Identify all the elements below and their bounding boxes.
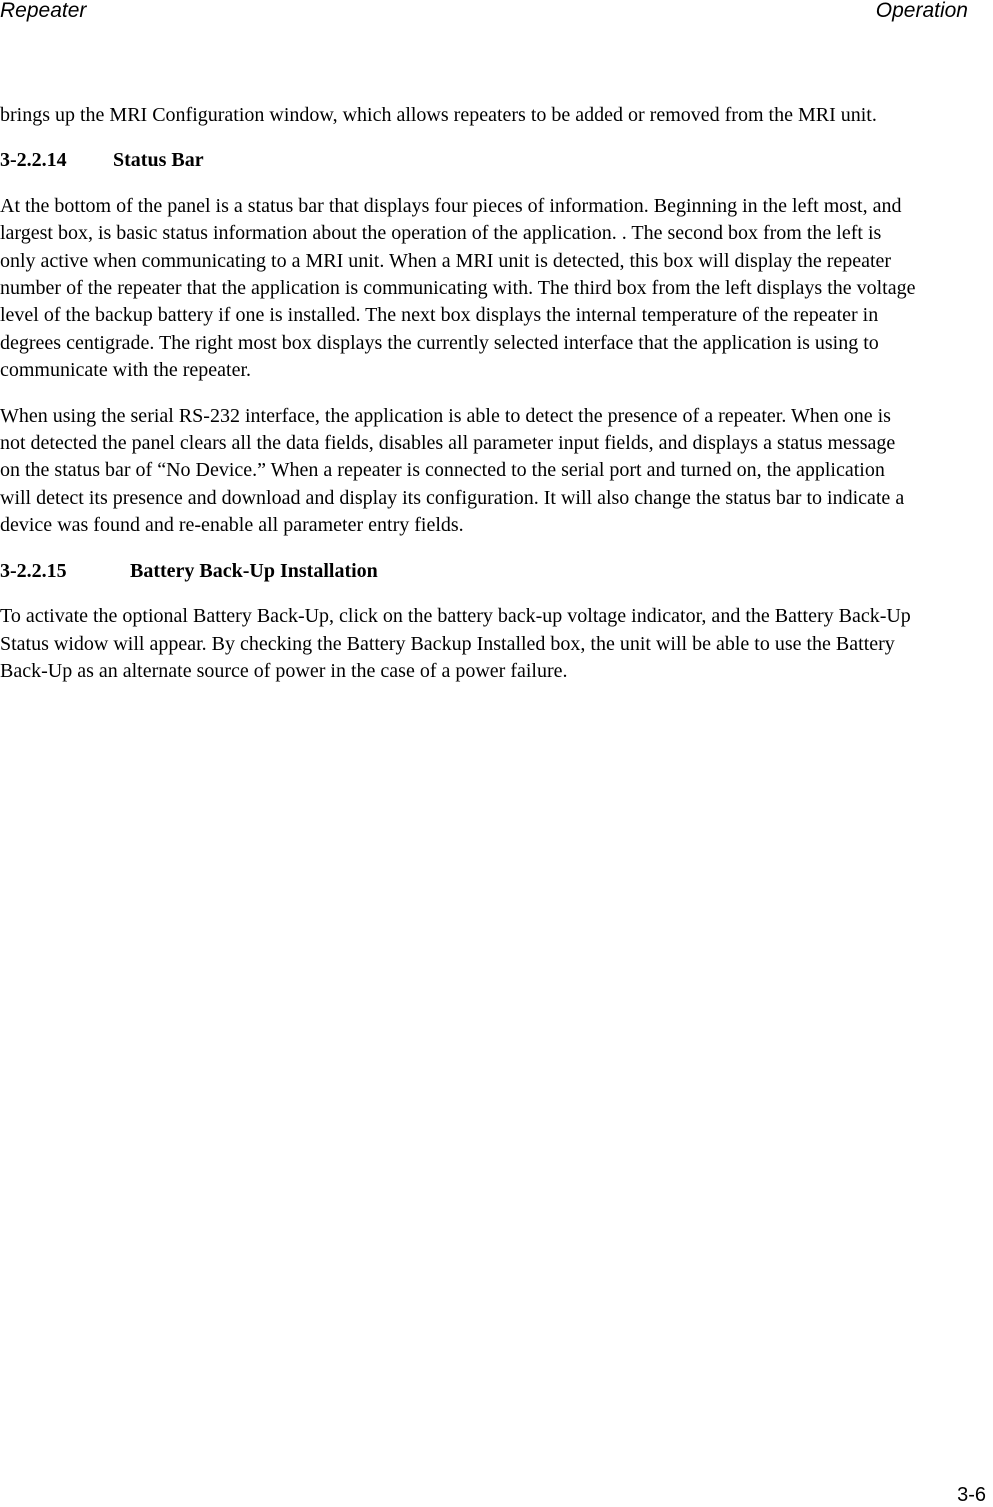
battery-paragraph: To activate the optional Battery Back-Up, click on the battery back-up voltage indicator, and the Battery Back-Up Status widow will appear. By checking the Battery Backup Installed box, the unit will be able to use the Battery Back-Up as an alternate source of power in the case of a power failure.	[0, 605, 911, 682]
page-body	[0, 102, 920, 703]
section-heading-battery	[0, 558, 920, 585]
section-title: Status Bar	[113, 149, 204, 172]
section-heading-status-bar	[0, 147, 920, 174]
intro-paragraph: brings up the MRI Configuration window, which allows repeaters to be added or removed from the MRI unit.	[0, 104, 877, 126]
section-title: Battery Back-Up Installation	[130, 559, 378, 582]
running-header-right: Operation	[875, 0, 968, 22]
section-number: 3-2.2.14	[0, 149, 67, 172]
running-header-left: Repeater	[0, 0, 87, 22]
section-number: 3-2.2.15	[0, 559, 67, 582]
status-bar-paragraph: At the bottom of the panel is a status bar that displays four pieces of information. Beginning in the left most, and largest box, is basic status information about the operation of the application. . The second box from the left is only active when communicating to a MRI unit. When a MRI unit is detected, this box will display the repeater number of the repeater that the application is communicating with. The third box from the left displays the voltage level of the backup battery if one is installed. The next box displays the internal temperature of the repeater in degrees centigrade. The right most box displays the currently selected interface that the application is using to communicate with the repeater.	[0, 194, 916, 382]
rs232-paragraph: When using the serial RS-232 interface, the application is able to detect the presence of a repeater. When one is not detected the panel clears all the data fields, disables all parameter input fields, and displays a status message on the status bar of “No Device.” When a repeater is connected to the serial port and turned on, the application will detect its presence and download and display its configuration. It will also change the status bar to indicate a device was found and re-enable all parameter entry fields.	[0, 404, 905, 537]
page-number: 3-6	[957, 1484, 986, 1506]
